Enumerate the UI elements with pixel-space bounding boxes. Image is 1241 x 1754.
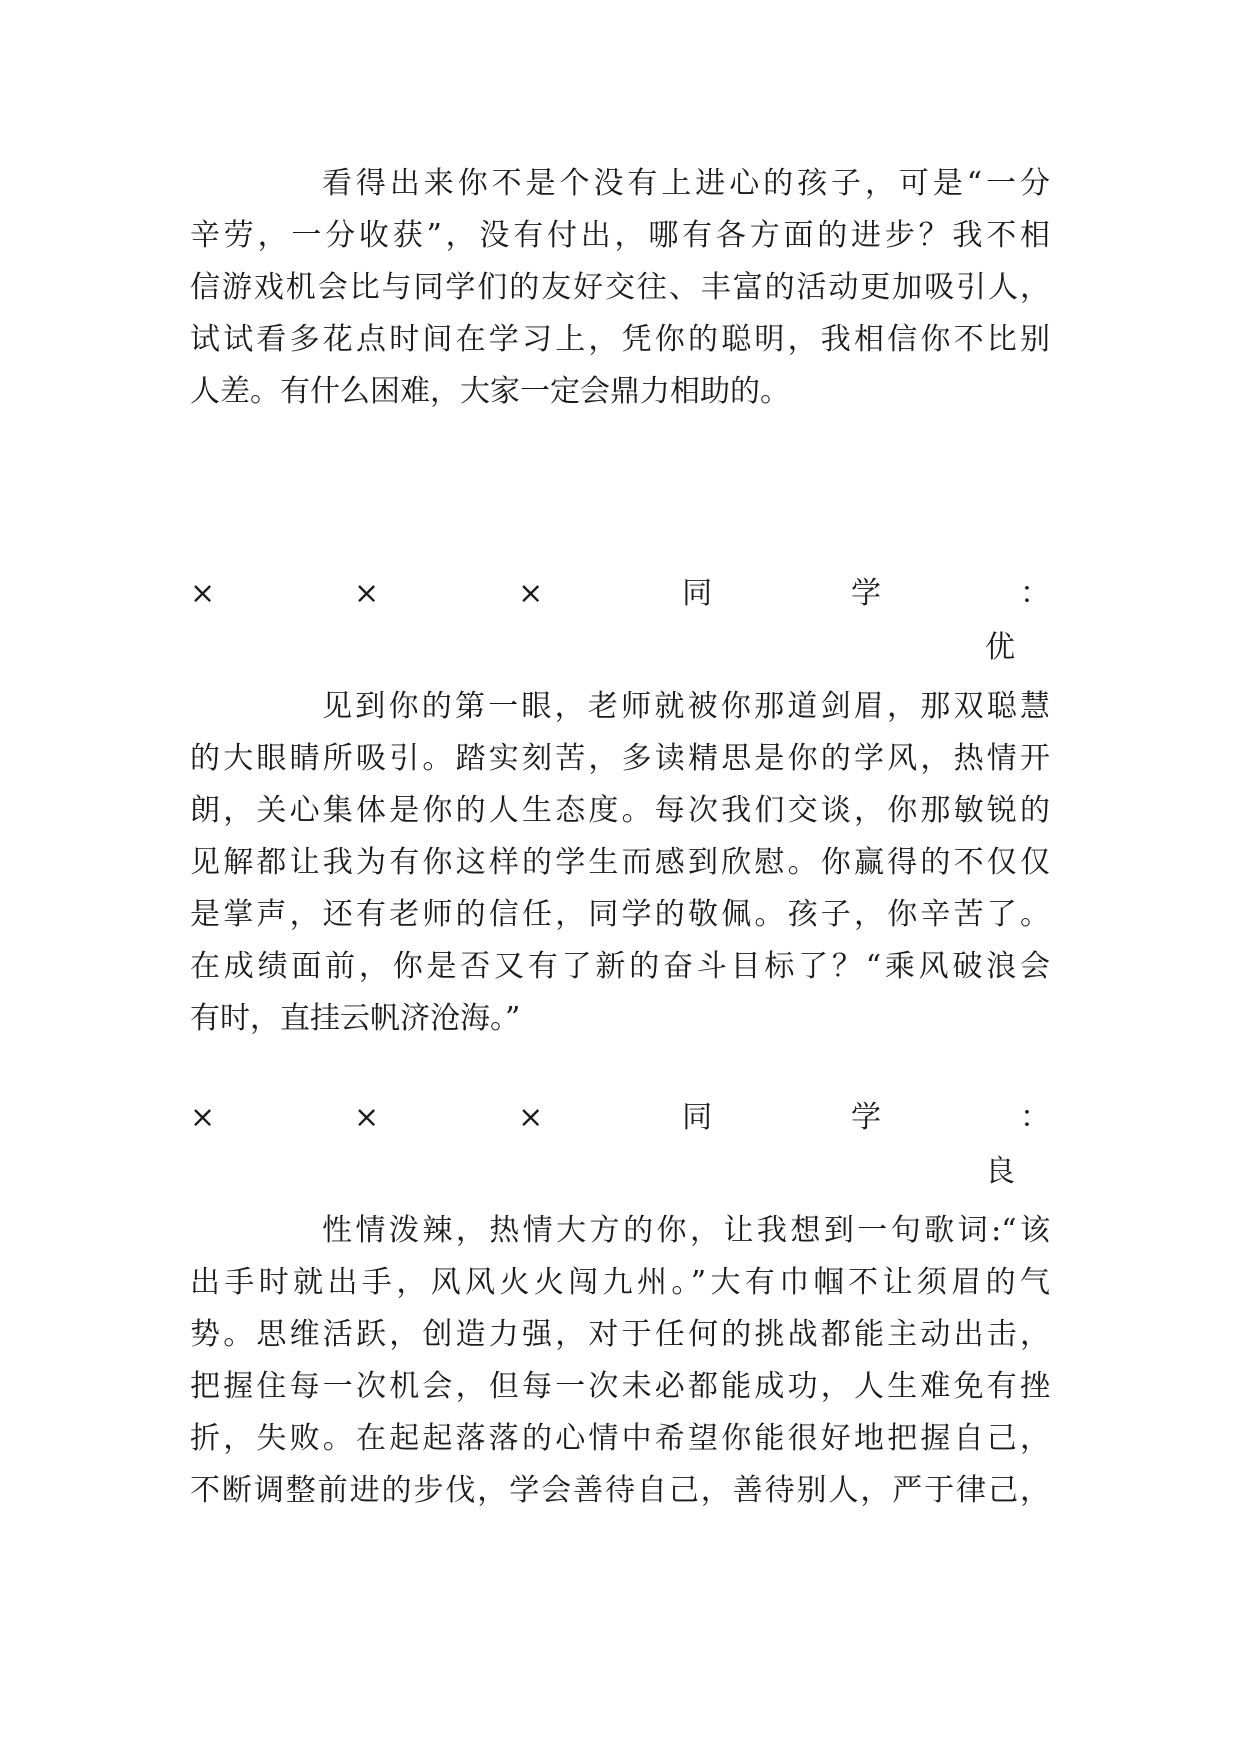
comment1-line-3: 信游戏机会比与同学们的友好交往、丰富的活动更加吸引人，	[190, 270, 1050, 305]
comment3-line-2: 出手时就出手，风风火火闯九州。”大有巾帼不让须眉的气	[190, 1265, 1050, 1300]
salutation-char: ×	[190, 1100, 216, 1135]
salutation-char: 同	[682, 1100, 713, 1135]
salutation-char: ×	[518, 576, 544, 611]
salutation-char: 学	[851, 1100, 882, 1135]
salutation-char: ：	[1019, 576, 1050, 611]
comment2-line-3: 朗，关心集体是你的人生态度。每次我们交谈，你那敏锐的	[190, 793, 1050, 828]
comment2-line-2: 的大眼睛所吸引。踏实刻苦，多读精思是你的学风，热情开	[190, 741, 1050, 776]
comment3-salutation	[190, 1092, 1050, 1144]
comment2-line-6: 在成绩面前，你是否又有了新的奋斗目标了？“乘风破浪会	[190, 949, 1050, 984]
comment3-line-6: 不断调整前进的步伐，学会善待自己，善待别人，严于律己，	[190, 1473, 1050, 1508]
salutation-char: ×	[354, 1100, 380, 1135]
comment2-salutation	[190, 568, 1050, 620]
comment1-line-2: 辛劳，一分收获”，没有付出，哪有各方面的进步？我不相	[190, 218, 1050, 253]
comment1-line-1: 看得出来你不是个没有上进心的孩子，可是“一分	[322, 166, 1050, 201]
comment3-line-1: 性情泼辣，热情大方的你，让我想到一句歌词:“该	[322, 1213, 1050, 1248]
salutation-char: ×	[190, 576, 216, 611]
salutation-char: ×	[354, 576, 380, 611]
salutation-char: 同	[682, 576, 713, 611]
salutation-char: 学	[851, 576, 882, 611]
comment2-grade: 优	[985, 630, 1015, 665]
comment2-line-1: 见到你的第一眼，老师就被你那道剑眉，那双聪慧	[322, 689, 1050, 724]
comment3-line-3: 势。思维活跃，创造力强，对于任何的挑战都能主动出击，	[190, 1317, 1050, 1352]
comment1-line-4: 试试看多花点时间在学习上，凭你的聪明，我相信你不比别	[190, 322, 1050, 357]
comment2-line-5: 是掌声，还有老师的信任，同学的敬佩。孩子，你辛苦了。	[190, 897, 1050, 932]
comment2-line-4: 见解都让我为有你这样的学生而感到欣慰。你赢得的不仅仅	[190, 845, 1050, 880]
comment2-line-7: 有时，直挂云帆济沧海。”	[190, 1001, 521, 1036]
comment3-line-4: 把握住每一次机会，但每一次未必都能成功，人生难免有挫	[190, 1369, 1050, 1404]
comment3-line-5: 折，失败。在起起落落的心情中希望你能很好地把握自己，	[190, 1421, 1050, 1456]
salutation-char: ×	[518, 1100, 544, 1135]
salutation-char: ：	[1019, 1100, 1050, 1135]
comment1-line-5: 人差。有什么困难，大家一定会鼎力相助的。	[190, 374, 790, 409]
comment3-grade: 良	[985, 1154, 1015, 1189]
